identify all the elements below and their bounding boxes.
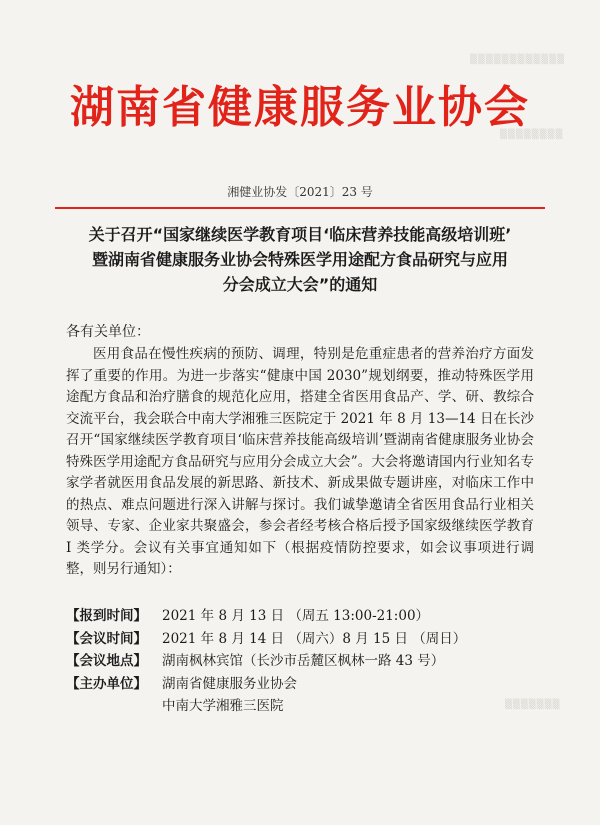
info-value: 湖南枫林宾馆（长沙市岳麓区枫林一路 43 号） — [162, 653, 445, 669]
info-label: 【主办单位】 — [66, 675, 147, 692]
info-row-registration-time — [66, 605, 536, 628]
red-divider-line — [55, 207, 545, 209]
info-row-meeting-venue — [66, 650, 536, 673]
info-row-host-organization — [66, 673, 536, 696]
info-label: 【报到时间】 — [66, 608, 147, 624]
show-through-text: ▒▒▒▒▒▒▒ — [505, 700, 561, 710]
body-paragraph: 医用食品在慢性疾病的预防、调理，特别是危重症患者的营养治疗方面发挥了重要的作用。为进一步落实“健康中国 2030”规划纲要，推动特殊医学用途配方食品和治疗膳食的规范化应用，搭建全省医用食品产、学、研、教综合交流平台，我会联合中南大学湘雅三医院定于 2021 年 8 月 13—14 日在长沙召开“国家继续医学教育项目‘临床营养技能高级培训’暨湖南省健康服务业协会特殊医学用途配方食品研究与应用分会成立大会”。大会将邀请国内行业知名专家学者就医用食品发展的新思路、新技术、新成果做专题讲座，对临床工作中的热点、难点问题进行深入讲解与探讨。我们诚挚邀请全省医用食品行业相关领导、专家、企业家共聚盛会，参会者经考核合格后授予国家级继续医学教育 I 类学分。会议有关事宜通知如下（根据疫情防控要求，如会议事项进行调整，则另行通知）： — [66, 346, 534, 577]
info-label: 【会议时间】 — [66, 630, 147, 647]
notice-title-line: 暨湖南省健康服务业协会特殊医学用途配方食品研究与应用 — [91, 250, 508, 269]
document-number: 湘健业协发〔2021〕23 号 — [227, 185, 373, 199]
info-value: 2021 年 8 月 14 日 （周六）8 月 15 日 （周日） — [162, 630, 467, 647]
info-value-continuation: 中南大学湘雅三医院 — [162, 698, 284, 714]
notice-title-line: 分会成立大会”的通知 — [222, 275, 378, 294]
meeting-info-list — [66, 605, 536, 718]
show-through-text: ▒▒▒▒▒▒▒▒ — [500, 130, 564, 140]
info-value: 2021 年 8 月 13 日 （周五 13:00-21:00） — [162, 608, 430, 624]
organization-header: 湖南省健康服务业协会 — [70, 82, 530, 133]
info-label: 【会议地点】 — [66, 653, 147, 669]
addressee: 各有关单位： — [66, 324, 150, 340]
notice-title-line: 关于召开“国家继续医学教育项目‘临床营养技能高级培训班’ — [88, 225, 512, 244]
info-row-meeting-time — [66, 628, 536, 651]
show-through-text: ▒▒▒▒▒▒▒▒▒▒▒▒ — [470, 55, 566, 65]
notice-title — [60, 222, 540, 297]
info-value: 湖南省健康服务业协会 — [162, 675, 297, 692]
